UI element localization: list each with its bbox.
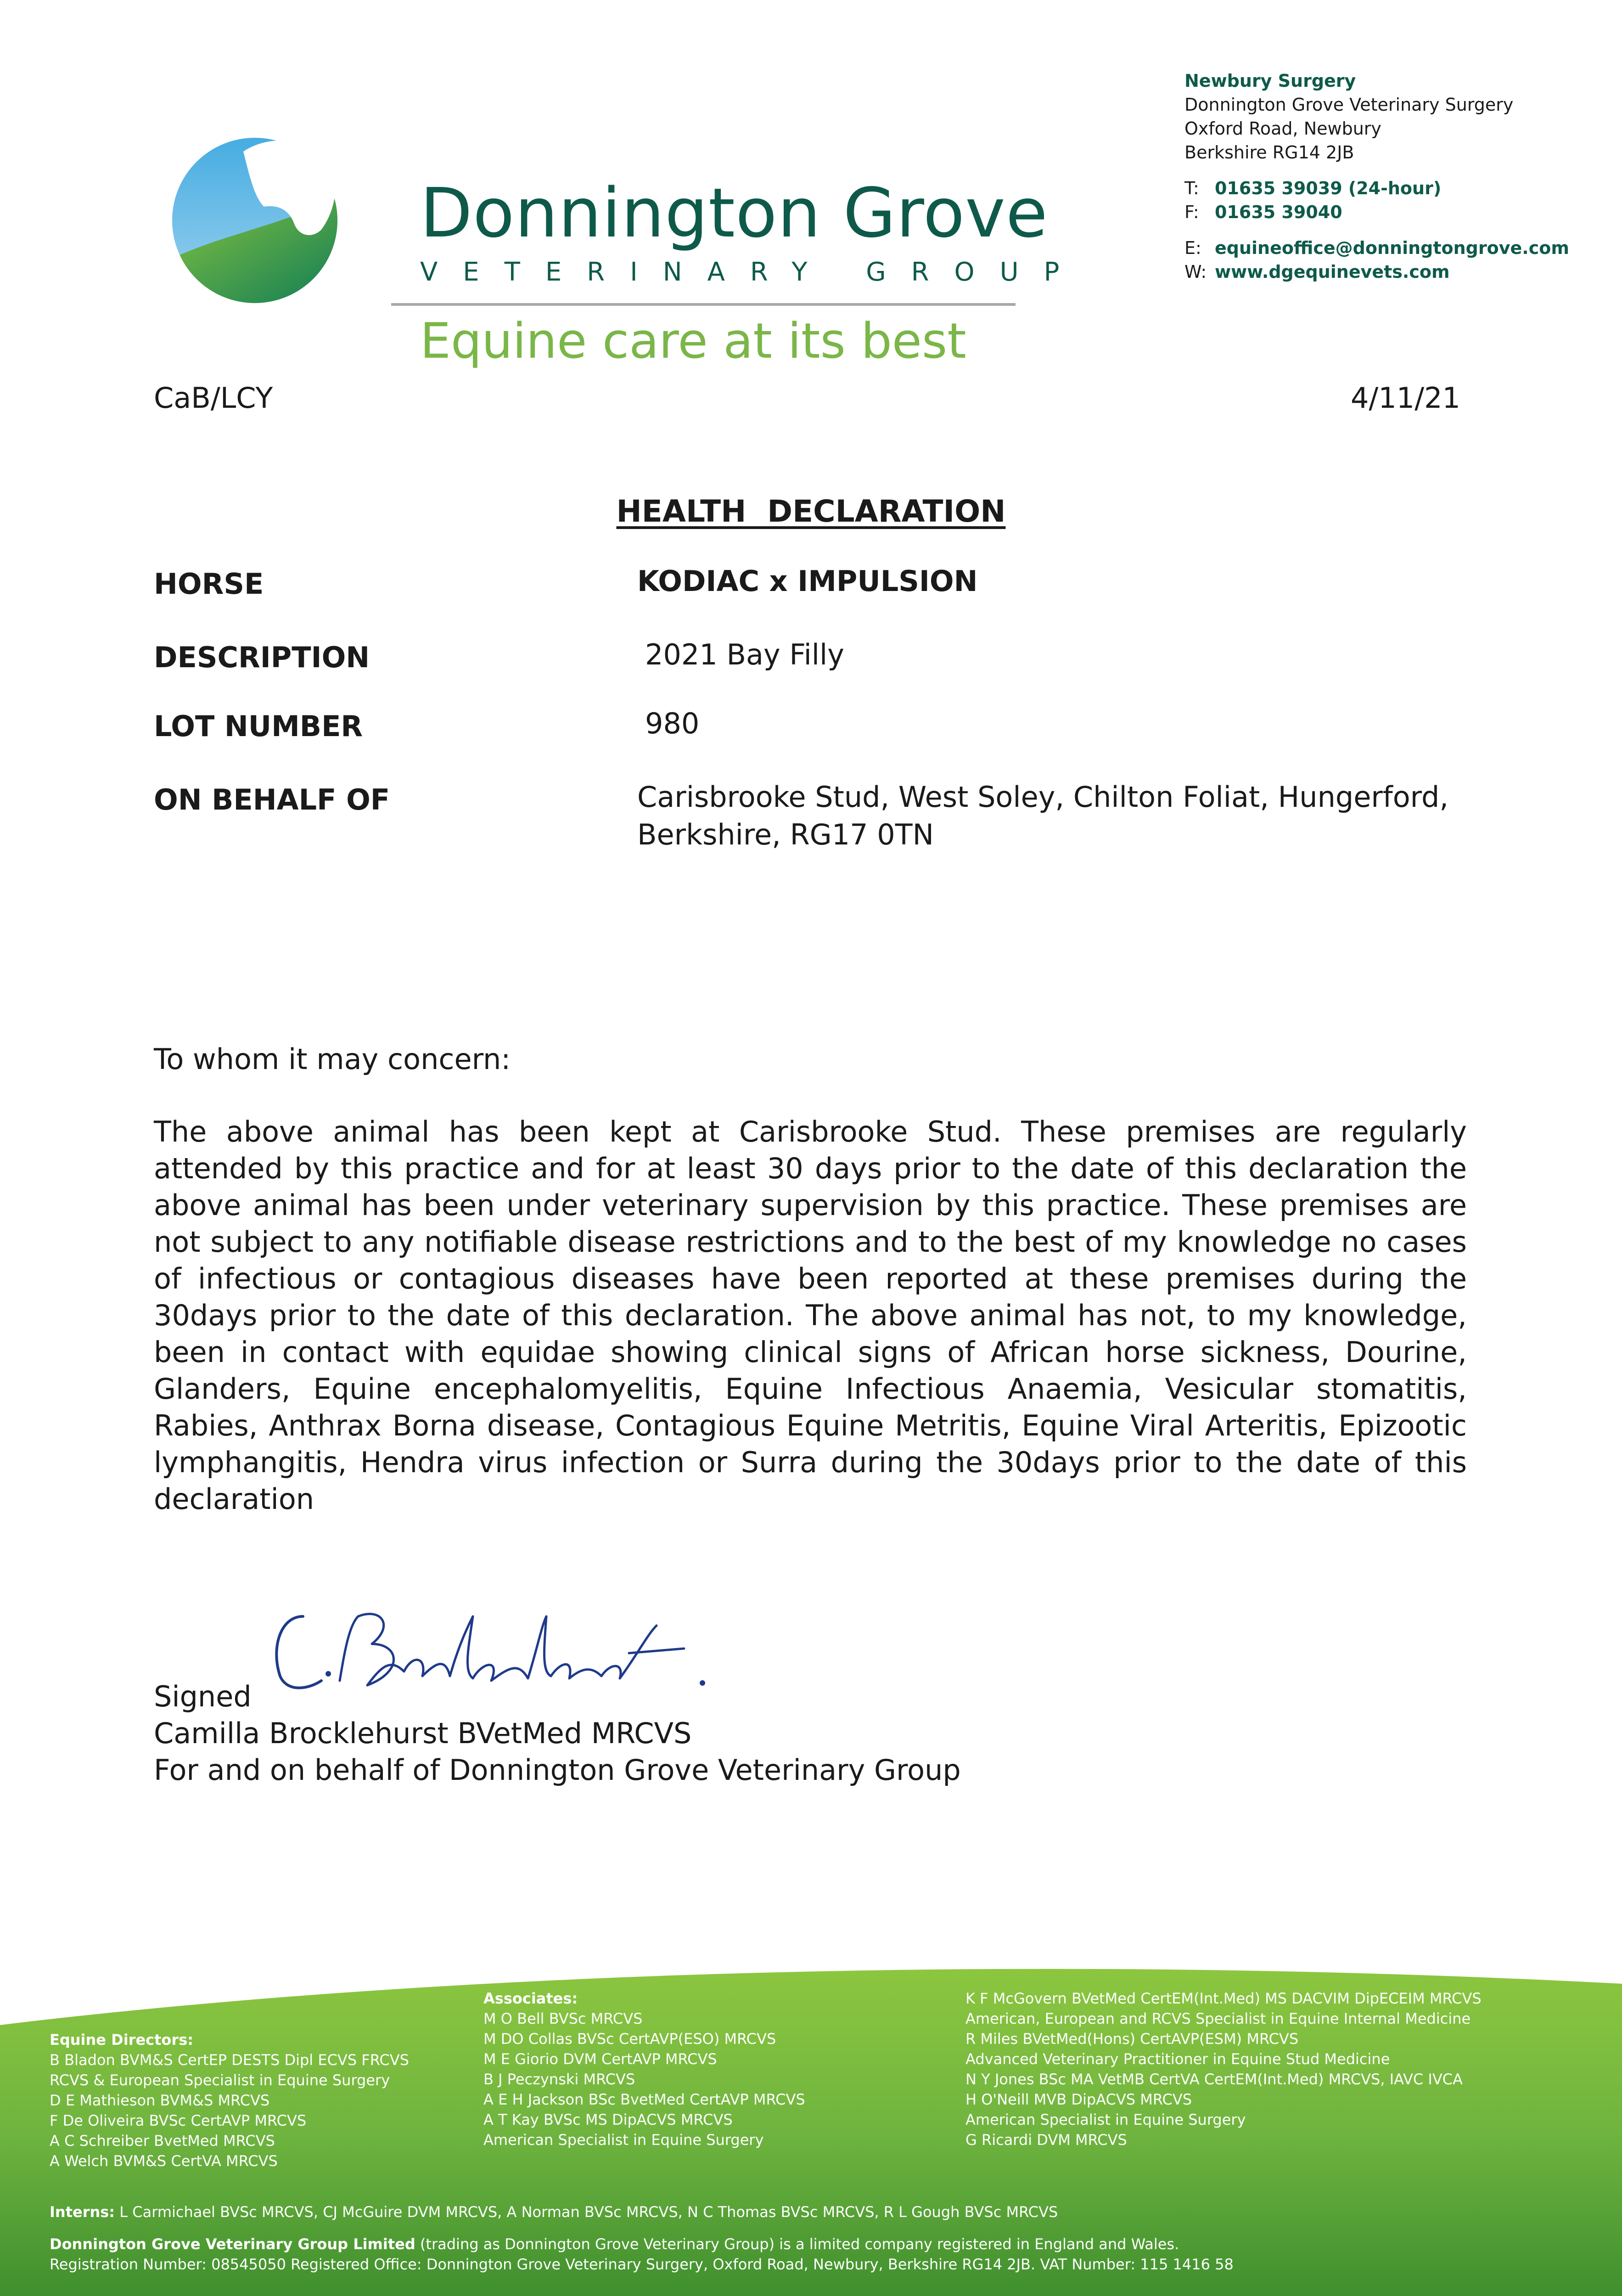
associate-line: M DO Collas BVSc CertAVP(ESO) MRCVS	[483, 2030, 776, 2048]
associate-line: American, European and RCVS Specialist in Equine Internal Medicine	[965, 2010, 1471, 2027]
fax-number: 01635 39040	[1215, 202, 1342, 222]
footer-associates	[483, 1988, 805, 2150]
associate-line: M E Giorio DVM CertAVP MRCVS	[483, 2050, 717, 2068]
fax-row	[1184, 200, 1569, 224]
field-value-lot-number: 980	[645, 707, 700, 740]
web-label: W:	[1184, 262, 1207, 282]
associate-line: A T Kay BVSc MS DipACVS MRCVS	[483, 2111, 733, 2128]
interns-label: Interns:	[50, 2203, 115, 2221]
company-logo	[165, 124, 349, 308]
associate-line: B J Peczynski MRCVS	[483, 2071, 635, 2088]
footer-associates-2	[965, 1988, 1482, 2150]
surgery-name: Newbury Surgery	[1184, 71, 1356, 91]
associates-heading: Associates:	[483, 1990, 578, 2007]
director-line: F De Oliveira BVSc CertAVP MRCVS	[50, 2112, 307, 2129]
address-line: Oxford Road, Newbury	[1184, 118, 1381, 139]
footer-interns	[50, 2202, 1058, 2222]
brand-tagline: Equine care at its best	[420, 313, 966, 369]
brand-subtitle: VETERINARY GROUP	[420, 257, 1085, 287]
web-row	[1184, 260, 1569, 284]
declaration-paragraph: The above animal has been kept at Carisbrooke Stud. These premises are regularly attended by this practice and for at least 30 days prior to the date of this declaration the above animal has been under veterinary supervision by this practice. These premises are not subject to any notifiable disease restrictions and to the best of my knowledge no cases of infectious or contagious diseases have been reported at these premises during the 30days prior to the date of this declaration. The above animal has not, to my knowledge, been in contact with equidae showing clinical signs of African horse sickness, Dourine, Glanders, Equine encephalomyelitis, Equine Infectious Anaemia, Vesicular stomatitis, Rabies, Anthrax Borna disease, Contagious Equine Metritis, Equine Viral Arteritis, Epizootic lymphangitis, Hendra virus infection or Surra during the 30days prior to the date of this declaration	[154, 1115, 1467, 1516]
address-line: Donnington Grove Veterinary Surgery	[1184, 95, 1514, 115]
company-line	[50, 2234, 1234, 2254]
field-value-on-behalf-of	[637, 778, 1448, 854]
field-label-description: DESCRIPTION	[154, 641, 370, 674]
phone-number[interactable]: 01635 39039 (24-hour)	[1215, 178, 1442, 198]
associate-line: M O Bell BVSc MRCVS	[483, 2010, 643, 2027]
interns-list: L Carmichael BVSc MRCVS, CJ McGuire DVM MRCVS, A Norman BVSc MRCVS, N C Thomas BVSc MRCVS, R L Gough BVSc MRCVS	[119, 2203, 1058, 2221]
brand-divider	[391, 303, 1016, 306]
field-label-horse: HORSE	[154, 567, 264, 601]
associate-line: Advanced Veterinary Practitioner in Equine Stud Medicine	[965, 2050, 1390, 2068]
associate-line: K F McGovern BVetMed CertEM(Int.Med) MS DACVIM DipECEIM MRCVS	[965, 1990, 1482, 2007]
company-description: (trading as Donnington Grove Veterinary Group) is a limited company registered in England and Wales.	[415, 2235, 1179, 2253]
address-line: Carisbrooke Stud, West Soley, Chilton Foliat, Hungerford,	[637, 780, 1449, 814]
footer-directors	[50, 2030, 409, 2171]
field-label-lot-number: LOT NUMBER	[154, 709, 363, 743]
brand-name: Donnington Grove	[420, 174, 1048, 253]
signature-block	[154, 1678, 961, 1789]
associate-line: A E H Jackson BSc BvetMed CertAVP MRCVS	[483, 2091, 805, 2108]
salutation: To whom it may concern:	[154, 1042, 511, 1076]
associate-line: H O'Neill MVB DipACVS MRCVS	[965, 2091, 1192, 2108]
phone-row	[1184, 176, 1569, 200]
field-value-description: 2021 Bay Filly	[645, 638, 844, 671]
address-line: Berkshire, RG17 0TN	[637, 818, 934, 851]
associate-line: American Specialist in Equine Surgery	[965, 2111, 1246, 2128]
on-behalf-line: For and on behalf of Donnington Grove Veterinary Group	[154, 1753, 961, 1787]
associate-line: G Ricardi DVM MRCVS	[965, 2131, 1127, 2149]
signed-label: Signed	[154, 1680, 252, 1713]
letter-date: 4/11/21	[1350, 381, 1460, 415]
associate-line: American Specialist in Equine Surgery	[483, 2131, 764, 2149]
fax-label: F:	[1184, 202, 1199, 222]
email-link[interactable]: equineoffice@donningtongrove.com	[1215, 238, 1569, 258]
director-line: A C Schreiber BvetMed MRCVS	[50, 2132, 275, 2150]
letter-reference: CaB/LCY	[154, 381, 273, 415]
footer-company	[50, 2234, 1234, 2274]
registration-line: Registration Number: 08545050 Registered Office: Donnington Grove Veterinary Surgery, Oxford Road, Newbury, Berkshire RG14 2JB. VAT Number: 115 1416 58	[50, 2256, 1234, 2273]
field-value-horse: KODIAC x IMPULSION	[637, 564, 978, 598]
director-line: D E Mathieson BVM&S MRCVS	[50, 2092, 270, 2109]
email-label: E:	[1184, 238, 1201, 258]
address-line: Berkshire RG14 2JB	[1184, 142, 1354, 163]
signatory-name: Camilla Brocklehurst BVetMed MRCVS	[154, 1716, 692, 1750]
company-name: Donnington Grove Veterinary Group Limited	[50, 2235, 415, 2253]
director-line: A Welch BVM&S CertVA MRCVS	[50, 2152, 278, 2170]
document-title	[0, 494, 1622, 529]
associate-line: N Y Jones BSc MA VetMB CertVA CertEM(Int.Med) MRCVS, IAVC IVCA	[965, 2071, 1463, 2088]
email-row	[1184, 236, 1569, 260]
field-label-on-behalf-of: ON BEHALF OF	[154, 783, 390, 816]
director-line: RCVS & European Specialist in Equine Surgery	[50, 2071, 390, 2089]
website-link[interactable]: www.dgequinevets.com	[1215, 262, 1450, 282]
phone-label: T:	[1184, 178, 1199, 198]
directors-heading: Equine Directors:	[50, 2031, 194, 2048]
document-title-text: HEALTH DECLARATION	[616, 494, 1006, 529]
associate-line: R Miles BVetMed(Hons) CertAVP(ESM) MRCVS	[965, 2030, 1299, 2048]
contact-block	[1184, 69, 1569, 284]
director-line: B Bladon BVM&S CertEP DESTS Dipl ECVS FRCVS	[50, 2051, 409, 2069]
